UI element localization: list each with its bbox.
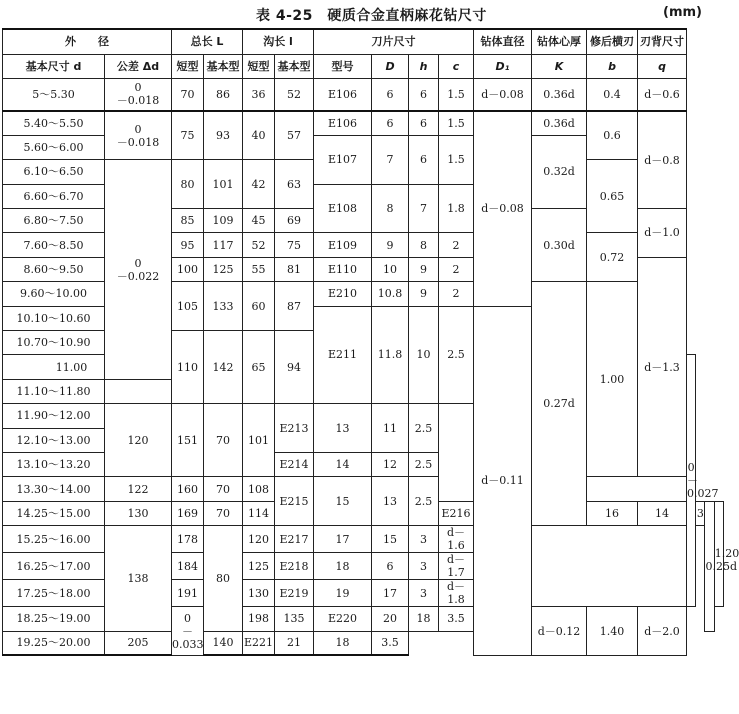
cell-D: 14	[314, 452, 372, 476]
cell-L-short: 85	[172, 209, 204, 233]
header-model: 型号	[314, 54, 372, 78]
cell-D: 18	[314, 553, 372, 580]
cell-D1: d－0.08	[474, 78, 532, 111]
cell-model: E218	[275, 553, 314, 580]
cell-model: E107	[314, 135, 372, 184]
cell-c: 2.5	[439, 306, 474, 404]
cell-l-short: 80	[204, 526, 243, 631]
header-K: K	[532, 54, 587, 78]
cell-l-basic: 101	[243, 404, 275, 477]
header-flute-length: 沟长 l	[243, 29, 314, 54]
cell-L-short: 110	[172, 331, 204, 404]
cell-d: 10.70～10.90	[3, 331, 105, 355]
cell-L-basic: 151	[172, 404, 204, 477]
cell-l-basic: 81	[275, 257, 314, 281]
cell-l-basic: 94	[275, 331, 314, 404]
cell-model: E106	[314, 78, 372, 111]
cell-model: E213	[275, 404, 314, 453]
cell-c: 1.8	[439, 184, 474, 233]
cell-d: 18.25～19.00	[3, 607, 105, 631]
header-D: D	[372, 54, 409, 78]
cell-D: 6	[372, 78, 409, 111]
cell-l-short: 45	[243, 209, 275, 233]
cell-L-basic: 184	[172, 553, 204, 580]
cell-tolerance: 0 －0.033	[172, 607, 204, 656]
cell-c: 1.5	[439, 78, 474, 111]
table-row	[3, 477, 724, 501]
header-l-basic: 基本型	[275, 54, 314, 78]
cell-tolerance: 0 －0.022	[105, 160, 172, 380]
cell-D: 19	[314, 580, 372, 607]
cell-c: 3.5	[372, 631, 409, 655]
cell-l-short: 55	[243, 257, 275, 281]
cell-l-basic: 140	[204, 631, 243, 655]
cell-D: 6	[372, 111, 409, 135]
cell-model: E108	[314, 184, 372, 233]
cell-c: 3	[409, 580, 439, 607]
cell-c: 2.5	[409, 404, 439, 453]
cell-K: 0.25d	[705, 501, 714, 631]
cell-model: E109	[314, 233, 372, 257]
cell-L-short: 120	[105, 404, 172, 477]
cell-L-basic: 109	[204, 209, 243, 233]
cell-q: d－1.6	[439, 526, 474, 553]
cell-h: 12	[372, 452, 409, 476]
cell-c: 3	[696, 501, 705, 525]
cell-d: 5.40～5.50	[3, 111, 105, 135]
cell-model: E214	[275, 452, 314, 476]
cell-D: 21	[275, 631, 314, 655]
cell-q: d－1.3	[638, 257, 687, 477]
cell-h: 8	[409, 233, 439, 257]
cell-h: 14	[638, 501, 687, 525]
header-q: q	[638, 54, 687, 78]
header-core-thickness: 钻体心厚	[532, 29, 587, 54]
drill-size-table	[2, 28, 739, 656]
cell-d: 8.60～9.50	[3, 257, 105, 281]
cell-d: 11.90～12.00	[3, 404, 105, 428]
cell-b: 0.4	[587, 78, 638, 111]
cell-D: 13	[314, 404, 372, 453]
cell-D1: d－0.12	[532, 607, 587, 656]
cell-h: 9	[409, 257, 439, 281]
cell-L-short: 100	[172, 257, 204, 281]
cell-D1: d－0.08	[474, 111, 532, 306]
cell-L-short: 80	[172, 160, 204, 209]
cell-L-basic: 93	[204, 111, 243, 160]
cell-L-basic: 169	[172, 501, 204, 525]
cell-tolerance: 0 －0.018	[105, 111, 172, 160]
header-L-basic: 基本型	[204, 54, 243, 78]
cell-h: 6	[409, 111, 439, 135]
cell-h: 15	[372, 526, 409, 553]
cell-d: 13.10～13.20	[3, 452, 105, 476]
cell-c: 1.5	[439, 111, 474, 135]
cell-model: E110	[314, 257, 372, 281]
cell-h: 18	[409, 607, 439, 631]
cell-d: 6.60～6.70	[3, 184, 105, 208]
cell-h: 9	[409, 282, 439, 306]
cell-L-short: 105	[172, 282, 204, 331]
cell-c: 3	[409, 553, 439, 580]
cell-h: 6	[409, 78, 439, 111]
cell-l-basic: 69	[275, 209, 314, 233]
cell-D: 9	[372, 233, 409, 257]
header-D1: D₁	[474, 54, 532, 78]
cell-d: 9.60～10.00	[3, 282, 105, 306]
table-title-bar	[0, 2, 728, 24]
cell-model: E221	[243, 631, 275, 655]
header-back-margin: 修后横刃	[587, 29, 638, 54]
cell-l-basic: 120	[243, 526, 275, 553]
cell-q: d－1.8	[439, 580, 474, 607]
cell-h: 6	[409, 135, 439, 184]
cell-b: 0.6	[587, 111, 638, 160]
cell-b: 1.40	[587, 607, 638, 656]
cell-D: 10	[372, 257, 409, 281]
cell-D1: d－0.11	[474, 306, 532, 655]
cell-l-short: 42	[243, 160, 275, 209]
cell-model: E220	[314, 607, 372, 631]
cell-d: 6.80～7.50	[3, 209, 105, 233]
cell-model: E219	[275, 580, 314, 607]
cell-L-basic: 191	[172, 580, 204, 607]
cell-h: 6	[372, 553, 409, 580]
cell-L-basic: 205	[105, 631, 172, 655]
cell-K: 0.27d	[532, 282, 587, 526]
cell-L-basic: 125	[204, 257, 243, 281]
cell-L-basic: 86	[204, 78, 243, 111]
cell-d: 14.25～15.00	[3, 501, 105, 525]
cell-d: 10.10～10.60	[3, 306, 105, 330]
cell-q: d－0.8	[638, 111, 687, 209]
header-h: h	[409, 54, 439, 78]
cell-l-short: 40	[243, 111, 275, 160]
cell-K: 0.32d	[532, 135, 587, 208]
header-basic-size: 基本尺寸 d	[3, 54, 105, 78]
cell-h: 10	[409, 306, 439, 404]
cell-h: 7	[409, 184, 439, 233]
cell-l-basic: 63	[275, 160, 314, 209]
cell-c: 1.5	[439, 135, 474, 184]
cell-d: 12.10～13.00	[3, 428, 105, 452]
cell-l-short: 70	[204, 501, 243, 525]
cell-b: 0.72	[587, 233, 638, 282]
header-total-length: 总长 L	[172, 29, 243, 54]
cell-l-short: 60	[243, 282, 275, 331]
table-row	[3, 526, 724, 553]
cell-D: 15	[314, 477, 372, 526]
cell-l-basic: 75	[275, 233, 314, 257]
header-tolerance: 公差 Δd	[105, 54, 172, 78]
cell-l-short: 65	[243, 331, 275, 404]
cell-D: 20	[372, 607, 409, 631]
cell-L-short: 138	[105, 526, 172, 631]
cell-c: 3.5	[439, 607, 474, 631]
header-drill-diameter: 钻体直径	[474, 29, 532, 54]
cell-q: d－0.6	[638, 78, 687, 111]
cell-L-basic: 101	[204, 160, 243, 209]
cell-q: d－2.0	[638, 607, 687, 656]
cell-L-basic: 198	[243, 607, 275, 631]
cell-c: 2.5	[409, 452, 439, 476]
cell-l-short: 52	[243, 233, 275, 257]
cell-D: 7	[372, 135, 409, 184]
cell-L-basic: 160	[172, 477, 204, 501]
cell-d: 6.10～6.50	[3, 160, 105, 184]
cell-K: 0.30d	[532, 209, 587, 282]
cell-l-basic: 130	[243, 580, 275, 607]
cell-L-basic: 133	[204, 282, 243, 331]
cell-l-basic: 57	[275, 111, 314, 160]
header-outer-diameter: 外 径	[3, 29, 172, 54]
header-blade-size: 刀片尺寸	[314, 29, 474, 54]
cell-b: 0.65	[587, 160, 638, 233]
cell-h: 13	[372, 477, 409, 526]
table-row	[3, 78, 724, 111]
cell-D: 8	[372, 184, 409, 233]
cell-d: 16.25～17.00	[3, 553, 105, 580]
table-title: 表 4-25 硬质合金直柄麻花钻尺寸	[256, 8, 487, 24]
unit-label: (mm)	[663, 5, 702, 20]
cell-d: 13.30～14.00	[3, 477, 105, 501]
cell-l-basic: 52	[275, 78, 314, 111]
cell-l-basic: 135	[275, 607, 314, 631]
cell-model: E210	[314, 282, 372, 306]
cell-d: 5.60～6.00	[3, 135, 105, 159]
cell-tolerance: 0 －0.027	[687, 355, 696, 607]
cell-L-short: 95	[172, 233, 204, 257]
cell-D: 11.8	[372, 306, 409, 404]
cell-L-basic: 142	[204, 331, 243, 404]
cell-l-basic: 87	[275, 282, 314, 331]
cell-q: d－1.7	[439, 553, 474, 580]
cell-l-short: 70	[204, 404, 243, 477]
cell-l-short: 36	[243, 78, 275, 111]
cell-L-short: 70	[172, 78, 204, 111]
header-back-size: 刃背尺寸	[638, 29, 687, 54]
cell-K: 0.36d	[532, 78, 587, 111]
cell-c: 2	[439, 257, 474, 281]
cell-d: 5～5.30	[3, 78, 105, 111]
cell-l-basic: 114	[243, 501, 275, 525]
table-row	[3, 111, 724, 135]
cell-L-basic: 178	[172, 526, 204, 553]
cell-h: 17	[372, 580, 409, 607]
cell-d: 17.25～18.00	[3, 580, 105, 607]
cell-L-short: 75	[172, 111, 204, 160]
cell-c: 2.5	[409, 477, 439, 526]
cell-d: 7.60～8.50	[3, 233, 105, 257]
cell-c: 3	[409, 526, 439, 553]
cell-tolerance: 0 －0.018	[105, 78, 172, 111]
cell-L-short: 130	[105, 501, 172, 525]
cell-model: E216	[439, 501, 474, 525]
cell-l-basic: 125	[243, 553, 275, 580]
cell-model: E106	[314, 111, 372, 135]
cell-D: 16	[587, 501, 638, 525]
cell-model: E211	[314, 306, 372, 404]
cell-d: 15.25～16.00	[3, 526, 105, 553]
cell-L-short: 122	[105, 477, 172, 501]
cell-c: 2	[439, 233, 474, 257]
cell-h: 11	[372, 404, 409, 453]
cell-q: d－1.0	[638, 209, 687, 258]
cell-model: E217	[275, 526, 314, 553]
cell-d: 11.00	[3, 355, 105, 379]
cell-l-short: 70	[204, 477, 243, 501]
cell-d: 19.25～20.00	[3, 631, 105, 655]
header-L-short: 短型	[172, 54, 204, 78]
cell-K: 0.36d	[532, 111, 587, 135]
cell-D: 17	[314, 526, 372, 553]
cell-model: E215	[275, 477, 314, 526]
cell-b: 1.20	[714, 501, 723, 606]
header-l-short: 短型	[243, 54, 275, 78]
header-c: c	[439, 54, 474, 78]
cell-D: 10.8	[372, 282, 409, 306]
header-b: b	[587, 54, 638, 78]
cell-L-basic: 117	[204, 233, 243, 257]
cell-l-basic: 108	[243, 477, 275, 501]
cell-d: 11.10～11.80	[3, 379, 105, 403]
cell-b: 1.00	[587, 282, 638, 477]
cell-h: 18	[314, 631, 372, 655]
cell-c: 2	[439, 282, 474, 306]
